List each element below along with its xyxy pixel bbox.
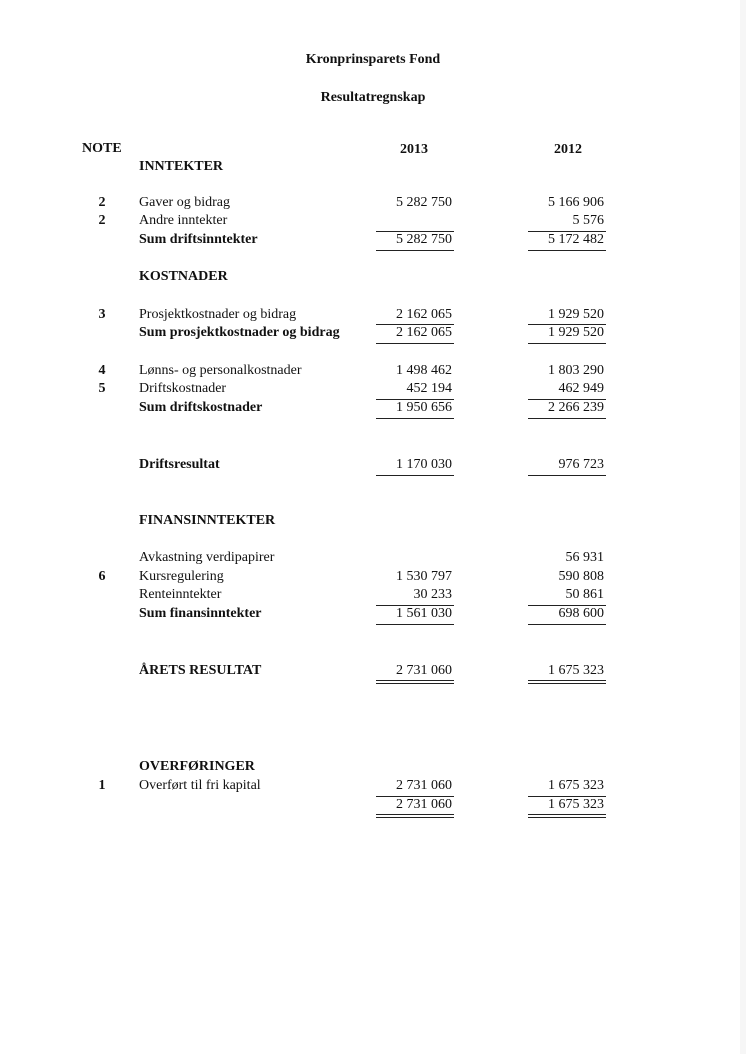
row-label: Sum prosjektkostnader og bidrag bbox=[139, 325, 340, 340]
year-2013-header: 2013 bbox=[400, 142, 428, 157]
value-2013: 2 162 065 bbox=[396, 307, 452, 322]
value-2012: 590 808 bbox=[558, 569, 604, 584]
note-ref: 2 bbox=[98, 213, 106, 228]
note-column-header: NOTE bbox=[82, 141, 122, 156]
row-label: Andre inntekter bbox=[139, 213, 228, 228]
row-label: Avkastning verdipapirer bbox=[139, 550, 275, 565]
note-ref: 1 bbox=[98, 778, 106, 793]
row-label: Sum driftsinntekter bbox=[139, 232, 258, 247]
statement-title: Resultatregnskap bbox=[320, 90, 426, 105]
value-2012: 50 861 bbox=[565, 587, 604, 602]
value-2012: 698 600 bbox=[558, 606, 604, 621]
row-label: Gaver og bidrag bbox=[139, 195, 230, 210]
value-2013: 2 731 060 bbox=[396, 663, 452, 678]
row-label: Driftskostnader bbox=[139, 381, 227, 396]
sum-rule bbox=[528, 418, 606, 419]
note-ref: 2 bbox=[98, 195, 106, 210]
value-2012: 5 172 482 bbox=[548, 232, 604, 247]
row-label: Kursregulering bbox=[139, 569, 224, 584]
sum-rule bbox=[376, 624, 454, 625]
section-finansinntekter: FINANSINNTEKTER bbox=[139, 513, 276, 528]
row-label: Sum driftskostnader bbox=[139, 400, 263, 415]
value-2013: 1 170 030 bbox=[396, 457, 452, 472]
sum-rule bbox=[528, 475, 606, 476]
year-2012-header: 2012 bbox=[554, 142, 582, 157]
value-2012: 1 929 520 bbox=[548, 307, 604, 322]
value-2013: 5 282 750 bbox=[396, 195, 452, 210]
row-label: ÅRETS RESULTAT bbox=[139, 663, 262, 678]
value-2012: 1 803 290 bbox=[548, 363, 604, 378]
value-2013: 30 233 bbox=[413, 587, 452, 602]
row-label: Sum finansinntekter bbox=[139, 606, 262, 621]
page-edge-shadow bbox=[740, 0, 746, 1054]
value-2012: 2 266 239 bbox=[548, 400, 604, 415]
value-2013: 1 498 462 bbox=[396, 363, 452, 378]
value-2013: 2 162 065 bbox=[396, 325, 452, 340]
sum-rule bbox=[376, 475, 454, 476]
double-rule bbox=[528, 680, 606, 684]
note-ref: 4 bbox=[98, 363, 106, 378]
organization-title: Kronprinsparets Fond bbox=[305, 52, 441, 67]
value-2013: 1 950 656 bbox=[396, 400, 452, 415]
value-2013: 1 561 030 bbox=[396, 606, 452, 621]
section-kostnader: KOSTNADER bbox=[139, 269, 228, 284]
double-rule bbox=[376, 814, 454, 818]
value-2013: 2 731 060 bbox=[396, 778, 452, 793]
note-ref: 3 bbox=[98, 307, 106, 322]
value-2013: 1 530 797 bbox=[396, 569, 452, 584]
value-2012: 462 949 bbox=[558, 381, 604, 396]
row-label: Renteinntekter bbox=[139, 587, 222, 602]
double-rule bbox=[376, 680, 454, 684]
value-2013: 452 194 bbox=[406, 381, 452, 396]
sum-rule bbox=[528, 624, 606, 625]
value-2012: 1 929 520 bbox=[548, 325, 604, 340]
value-2013: 5 282 750 bbox=[396, 232, 452, 247]
row-label: Driftsresultat bbox=[139, 457, 220, 472]
sum-rule bbox=[528, 250, 606, 251]
value-2012: 56 931 bbox=[565, 550, 604, 565]
value-2012: 5 166 906 bbox=[548, 195, 604, 210]
row-label: Prosjektkostnader og bidrag bbox=[139, 307, 297, 322]
value-2012: 1 675 323 bbox=[548, 663, 604, 678]
double-rule bbox=[528, 814, 606, 818]
row-label: Overført til fri kapital bbox=[139, 778, 261, 793]
value-2012: 5 576 bbox=[572, 213, 604, 228]
sum-rule bbox=[528, 343, 606, 344]
sum-rule bbox=[376, 418, 454, 419]
value-2013: 2 731 060 bbox=[396, 797, 452, 812]
sum-rule bbox=[376, 343, 454, 344]
sum-rule bbox=[376, 250, 454, 251]
section-overforinger: OVERFØRINGER bbox=[139, 759, 255, 774]
value-2012: 1 675 323 bbox=[548, 797, 604, 812]
value-2012: 976 723 bbox=[558, 457, 604, 472]
note-ref: 5 bbox=[98, 381, 106, 396]
note-ref: 6 bbox=[98, 569, 106, 584]
section-inntekter: INNTEKTER bbox=[139, 159, 224, 174]
value-2012: 1 675 323 bbox=[548, 778, 604, 793]
row-label: Lønns- og personalkostnader bbox=[139, 363, 302, 378]
